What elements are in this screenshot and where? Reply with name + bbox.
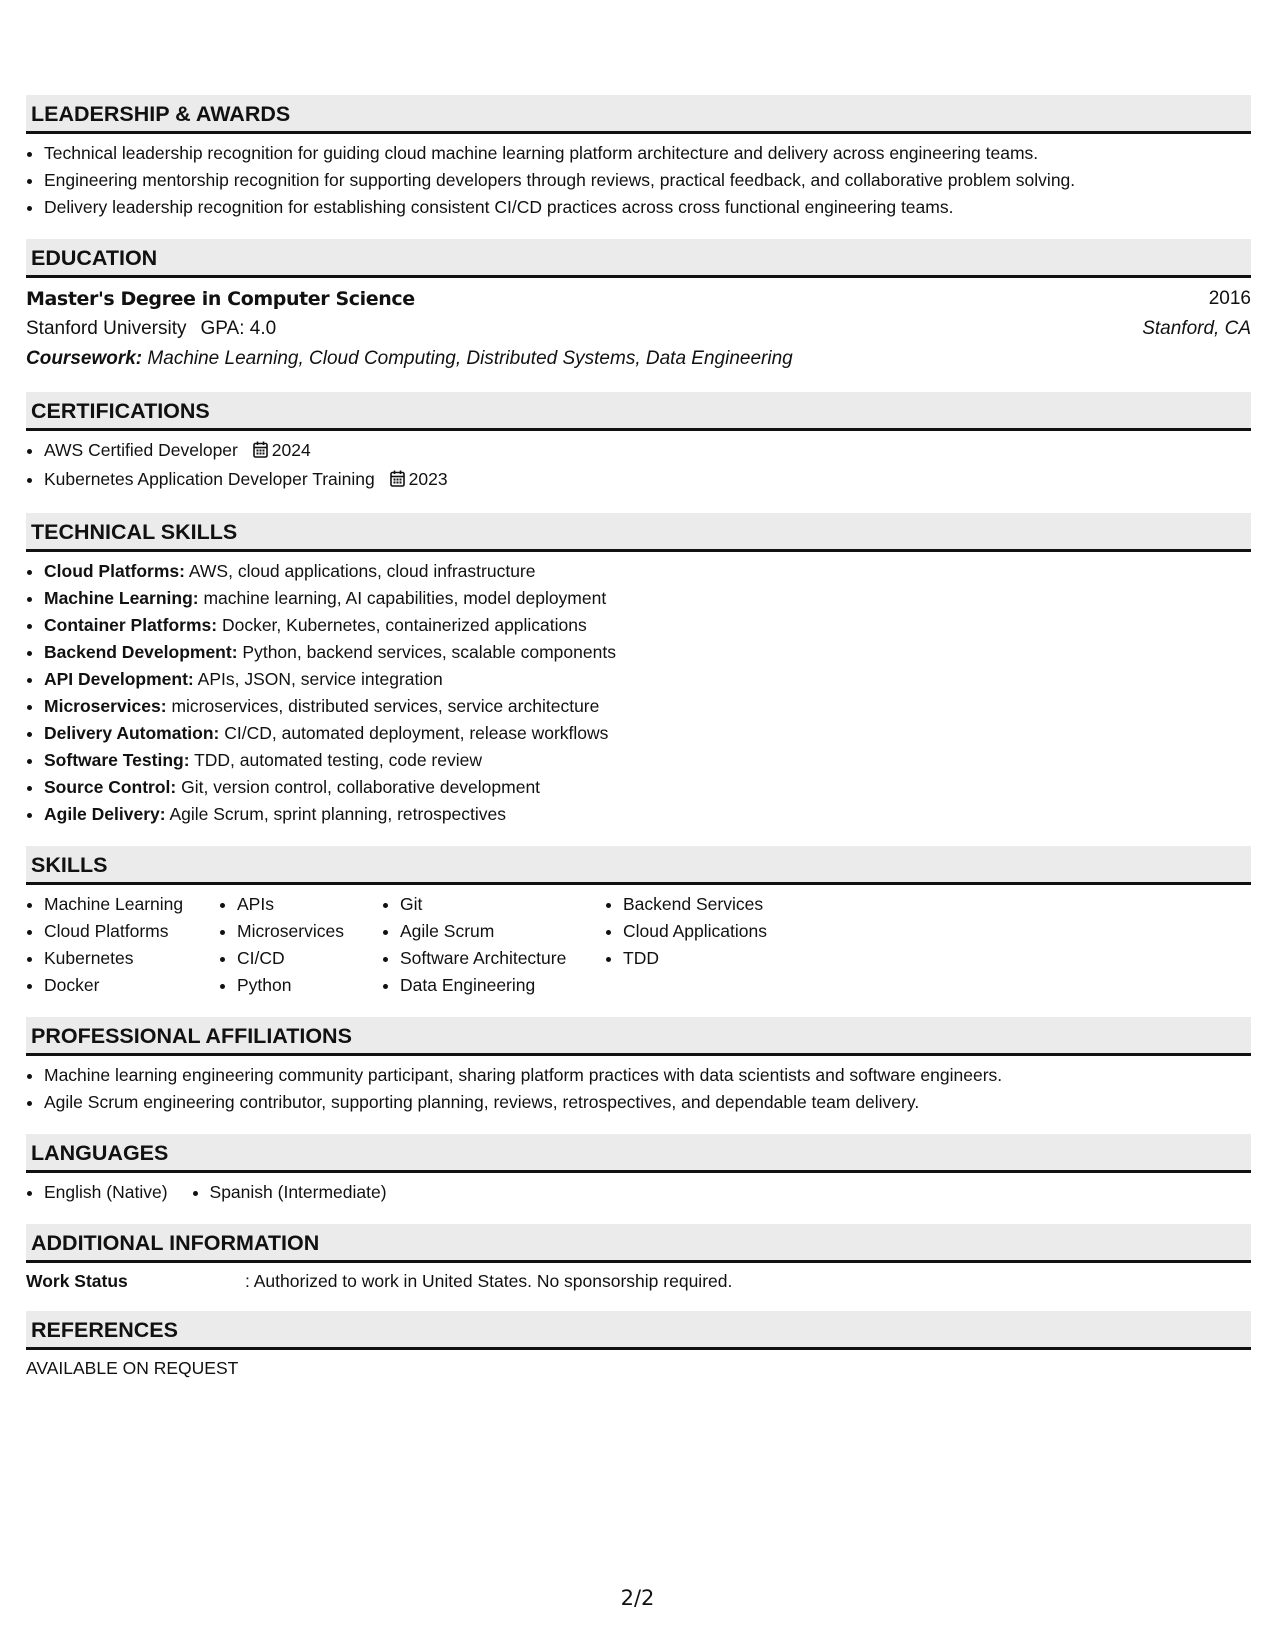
list-item: • Delivery leadership recognition for establishing consistent CI/CD practices across cross functional engineering teams.	[44, 194, 1251, 221]
school-location: Stanford, CA	[1142, 318, 1251, 339]
skill-category: Microservices:	[44, 696, 167, 716]
list-item	[44, 466, 1251, 495]
certification-name: AWS Certified Developer	[44, 440, 238, 460]
list-item	[44, 747, 1251, 774]
degree-title: Master's Degree in Computer Science	[26, 288, 415, 310]
skill-category: Machine Learning:	[44, 588, 199, 608]
list-item: • Microservices	[237, 918, 382, 945]
languages-section	[26, 1134, 1251, 1206]
certification-name: Kubernetes Application Developer Training	[44, 469, 375, 489]
work-status-value: : Authorized to work in United States. No sponsorship required.	[245, 1271, 733, 1291]
list-item: • Machine Learning	[44, 891, 219, 918]
section-heading: ADDITIONAL INFORMATION	[26, 1224, 1251, 1263]
references-section	[26, 1311, 1251, 1380]
list-item: • Data Engineering	[400, 972, 605, 999]
section-heading: PROFESSIONAL AFFILIATIONS	[26, 1017, 1251, 1056]
list-item: • Kubernetes	[44, 945, 219, 972]
section-heading: SKILLS	[26, 846, 1251, 885]
skill-category: API Development:	[44, 669, 194, 689]
skill-details: microservices, distributed services, service architecture	[171, 696, 600, 716]
list-item	[44, 801, 1251, 828]
coursework-text: Machine Learning, Cloud Computing, Distributed Systems, Data Engineering	[147, 348, 793, 369]
skills-column	[26, 891, 219, 999]
list-item	[44, 666, 1251, 693]
list-item: • Agile Scrum engineering contributor, supporting planning, reviews, retrospectives, and dependable team delivery.	[44, 1089, 1251, 1116]
skills-column	[605, 891, 767, 999]
list-item: • Spanish (Intermediate)	[210, 1179, 387, 1206]
work-status-label: Work Status	[26, 1271, 128, 1291]
list-item	[44, 774, 1251, 801]
section-heading: LANGUAGES	[26, 1134, 1251, 1173]
certifications-section	[26, 392, 1251, 495]
work-status-row	[26, 1269, 1251, 1293]
skill-category: Container Platforms:	[44, 615, 218, 635]
additional-info-section	[26, 1224, 1251, 1293]
list-item: • Engineering mentorship recognition for supporting developers through reviews, practical feedback, and collaborative problem solving.	[44, 167, 1251, 194]
calendar-icon	[390, 468, 405, 495]
affiliations-section	[26, 1017, 1251, 1116]
leadership-section	[26, 95, 1251, 221]
list-item	[44, 437, 1251, 466]
list-item	[44, 639, 1251, 666]
section-heading: REFERENCES	[26, 1311, 1251, 1350]
graduation-year: 2016	[1208, 288, 1251, 309]
certifications-list	[26, 437, 1251, 495]
languages-list	[26, 1179, 1251, 1206]
education-degree-row	[26, 284, 1251, 314]
affiliations-list	[26, 1062, 1251, 1116]
skill-details: CI/CD, automated deployment, release workflows	[224, 723, 609, 743]
skills-grid	[26, 891, 1251, 999]
skill-details: AWS, cloud applications, cloud infrastructure	[188, 561, 536, 581]
skill-category: Cloud Platforms:	[44, 561, 185, 581]
school-name: Stanford University	[26, 318, 187, 339]
gpa: GPA: 4.0	[200, 318, 277, 339]
skill-category: Software Testing:	[44, 750, 190, 770]
list-item: • CI/CD	[237, 945, 382, 972]
skill-details: Agile Scrum, sprint planning, retrospectives	[169, 804, 507, 824]
references-text: AVAILABLE ON REQUEST	[26, 1358, 239, 1378]
skills-column	[382, 891, 605, 999]
skill-category: Delivery Automation:	[44, 723, 220, 743]
list-item: • Python	[237, 972, 382, 999]
list-item	[44, 693, 1251, 720]
section-heading: EDUCATION	[26, 239, 1251, 278]
section-heading: CERTIFICATIONS	[26, 392, 1251, 431]
certification-year: 2024	[271, 440, 311, 460]
list-item: • APIs	[237, 891, 382, 918]
resume-page	[26, 95, 1251, 1398]
leadership-list	[26, 140, 1251, 221]
skills-column	[219, 891, 382, 999]
section-heading: LEADERSHIP & AWARDS	[26, 95, 1251, 134]
page-number: 2/2	[620, 1586, 655, 1610]
skill-details: APIs, JSON, service integration	[197, 669, 443, 689]
coursework	[26, 344, 1251, 374]
skill-category: Agile Delivery:	[44, 804, 166, 824]
list-item: • Agile Scrum	[400, 918, 605, 945]
education-school-row	[26, 314, 1251, 344]
list-item	[44, 720, 1251, 747]
list-item	[44, 585, 1251, 612]
list-item: • Software Architecture	[400, 945, 605, 972]
list-item: • Cloud Applications	[623, 918, 767, 945]
skill-details: Python, backend services, scalable components	[242, 642, 616, 662]
skill-category: Backend Development:	[44, 642, 238, 662]
skill-details: Docker, Kubernetes, containerized applications	[221, 615, 587, 635]
certification-year: 2023	[408, 469, 448, 489]
skill-details: TDD, automated testing, code review	[194, 750, 482, 770]
list-item: • English (Native)	[44, 1179, 168, 1206]
technical-skills-section	[26, 513, 1251, 828]
list-item: • Docker	[44, 972, 219, 999]
list-item	[44, 612, 1251, 639]
skill-details: Git, version control, collaborative development	[181, 777, 541, 797]
technical-skills-list	[26, 558, 1251, 828]
list-item: • Technical leadership recognition for guiding cloud machine learning platform architecture and delivery across engineering teams.	[44, 140, 1251, 167]
list-item: • Git	[400, 891, 605, 918]
skills-section	[26, 846, 1251, 999]
section-heading: TECHNICAL SKILLS	[26, 513, 1251, 552]
coursework-label: Coursework:	[26, 348, 143, 369]
list-item	[44, 558, 1251, 585]
list-item: • Machine learning engineering community participant, sharing platform practices with data scientists and software engineers.	[44, 1062, 1251, 1089]
skill-category: Source Control:	[44, 777, 177, 797]
list-item: • TDD	[623, 945, 767, 972]
calendar-icon	[253, 439, 268, 466]
education-section	[26, 239, 1251, 374]
list-item: • Backend Services	[623, 891, 767, 918]
list-item: • Cloud Platforms	[44, 918, 219, 945]
skill-details: machine learning, AI capabilities, model deployment	[203, 588, 607, 608]
